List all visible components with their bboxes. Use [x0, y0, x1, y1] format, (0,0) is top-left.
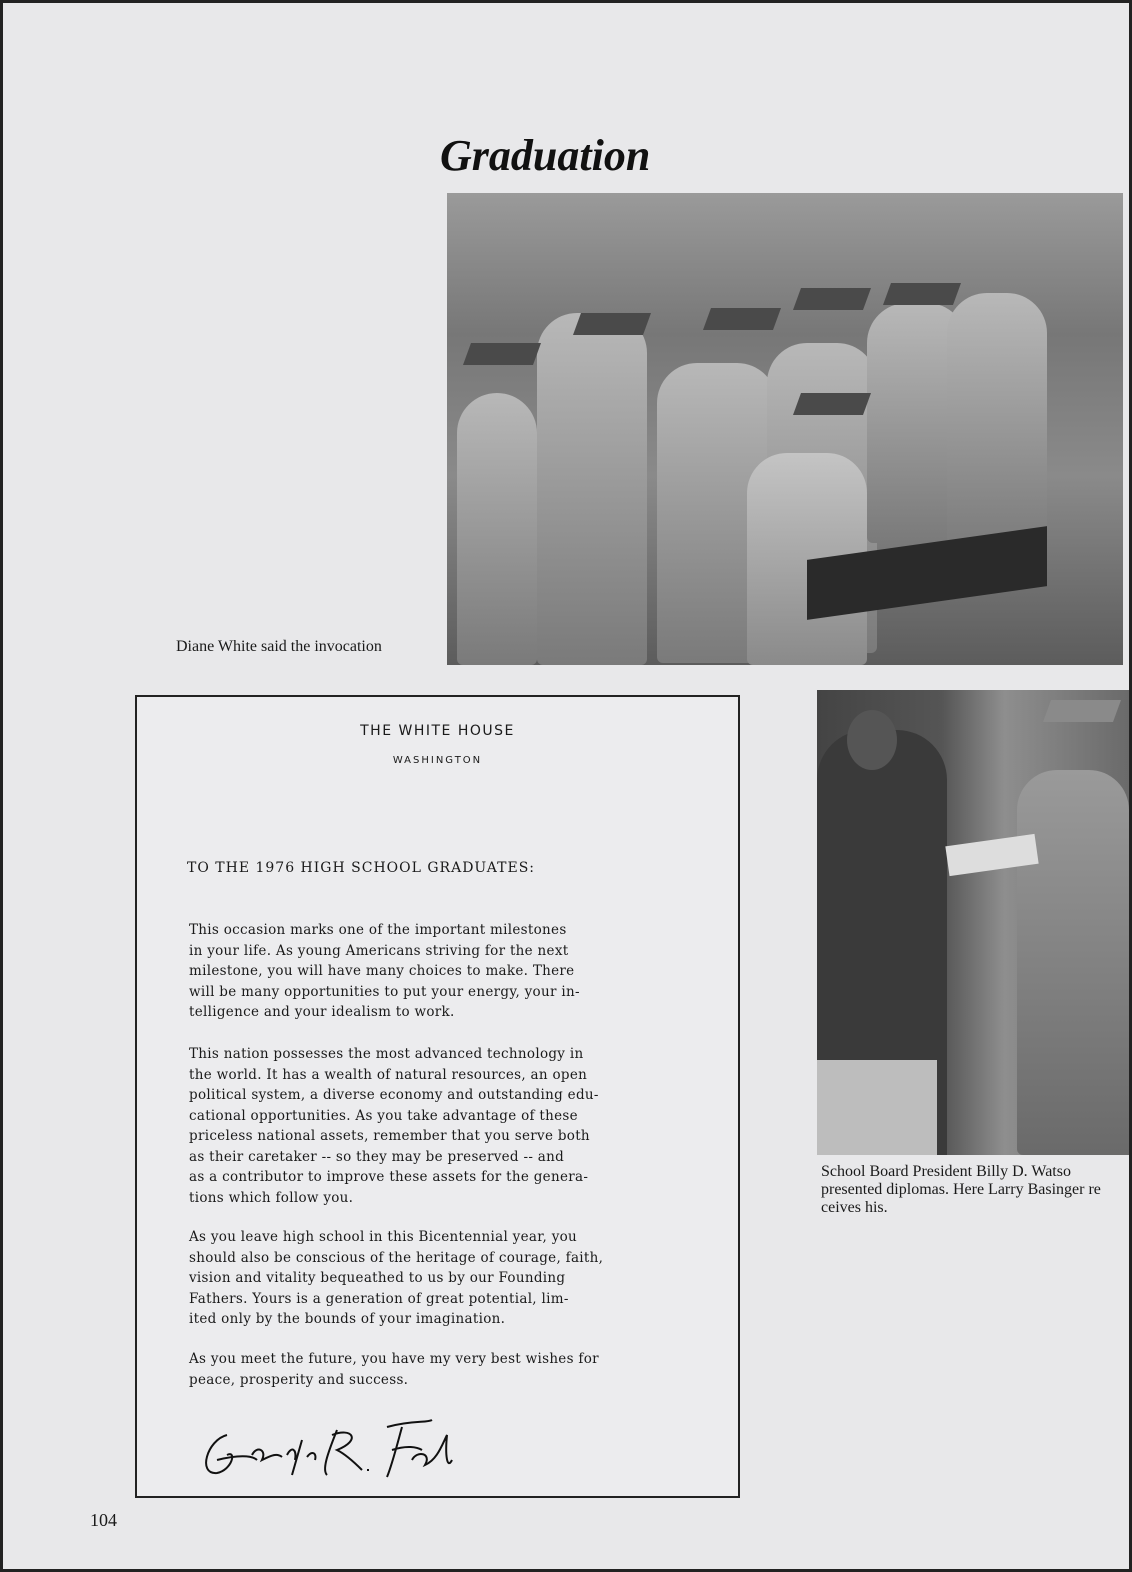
line: tions which follow you. [189, 1189, 354, 1206]
caption-line: presented diplomas. Here Larry Basinger re [821, 1181, 1101, 1198]
salutation: TO THE 1976 HIGH SCHOOL GRADUATES: [187, 860, 535, 876]
letter-paragraph [189, 920, 709, 1023]
caption-line: School Board President Billy D. Watso [821, 1163, 1071, 1180]
line: milestone, you will have many choices to make. There [189, 963, 575, 979]
line: cational opportunities. As you take advantage of these [189, 1107, 578, 1124]
line: This nation possesses the most advanced technology in [189, 1046, 584, 1062]
diploma-presentation-photo [817, 690, 1129, 1155]
letter-paragraph [189, 1044, 709, 1208]
right-photo-caption [821, 1163, 1131, 1217]
letterhead-location: WASHINGTON [392, 755, 483, 766]
page-number: 104 [90, 1510, 117, 1530]
line: as a contributor to improve these assets for the genera- [189, 1169, 589, 1185]
graduation-ceremony-photo [447, 193, 1123, 665]
letter-paragraph [189, 1227, 709, 1330]
line: should also be conscious of the heritage of courage, faith, [189, 1249, 604, 1266]
letter-paragraph [189, 1349, 709, 1390]
line: peace, prosperity and success. [189, 1371, 409, 1388]
signature [197, 1415, 457, 1485]
line: telligence and your idealism to work. [189, 1004, 455, 1020]
top-photo-caption: Diane White said the invocation [176, 638, 382, 655]
line: will be many opportunities to put your energy, your in- [189, 983, 580, 1000]
line: Fathers. Yours is a generation of great potential, lim- [189, 1290, 569, 1307]
line: in your life. As young Americans striving for the next [189, 942, 569, 959]
line: This occasion marks one of the important milestones [189, 922, 567, 938]
page-title: Graduation [440, 131, 651, 180]
line: vision and vitality bequeathed to us by our Founding [189, 1270, 566, 1286]
line: the world. It has a wealth of natural resources, an open [189, 1066, 588, 1083]
line: priceless national assets, remember that you serve both [189, 1128, 590, 1144]
line: as their caretaker -- so they may be preserved -- and [189, 1148, 565, 1165]
line: political system, a diverse economy and outstanding edu- [189, 1087, 599, 1103]
caption-line: ceives his. [821, 1199, 888, 1216]
line: As you leave high school in this Bicentennial year, you [189, 1229, 578, 1245]
line: ited only by the bounds of your imagination. [189, 1311, 506, 1327]
line: As you meet the future, you have my very best wishes for [189, 1351, 599, 1367]
white-house-letter [135, 695, 740, 1498]
letterhead: THE WHITE HOUSE [360, 723, 515, 739]
